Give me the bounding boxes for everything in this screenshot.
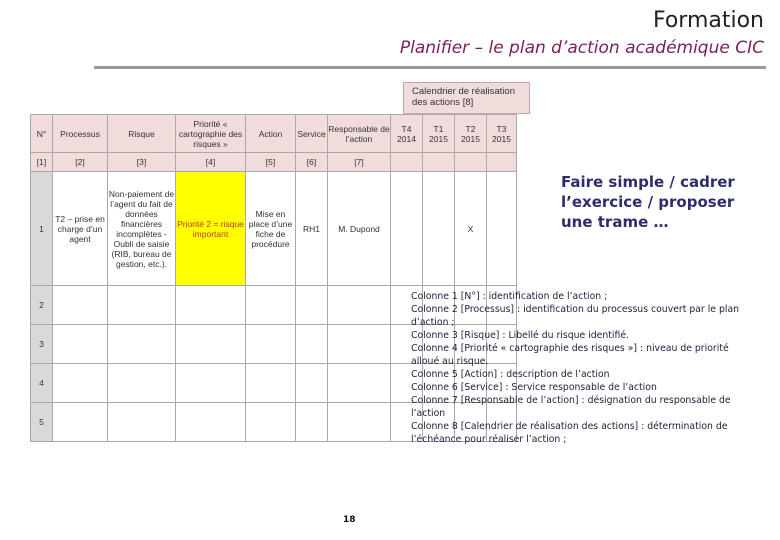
table-cell: [53, 325, 108, 364]
table-cell: [246, 325, 296, 364]
table-row: [31, 172, 517, 286]
table-cell: [328, 403, 391, 442]
column-header: Action: [246, 115, 296, 153]
table-cell: [176, 325, 246, 364]
table-cell: RH1: [296, 172, 328, 286]
note-line: Colonne 6 [Service] : Service responsable de l’action: [411, 382, 657, 393]
table-cell: [53, 403, 108, 442]
slide-title: Formation: [652, 8, 764, 33]
column-header: Service: [296, 115, 328, 153]
table-cell: [108, 403, 176, 442]
column-ref: [423, 153, 455, 172]
page-number: 18: [343, 515, 356, 525]
callout-text: Faire simple / cadrer l’exercice / proposer une trame …: [561, 173, 735, 231]
table-cell: 2: [31, 286, 53, 325]
table-cell: [296, 286, 328, 325]
note-line: Colonne 7 [Responsable de l’action] : désignation du responsable de l’action: [411, 395, 731, 419]
table-cell: [423, 172, 455, 286]
table-cell: [296, 403, 328, 442]
table-cell: Priorité 2 = risque important: [176, 172, 246, 286]
table-cell: [246, 364, 296, 403]
column-ref: [6]: [296, 153, 328, 172]
table-cell: M. Dupond: [328, 172, 391, 286]
table-cell: 5: [31, 403, 53, 442]
note-line: Colonne 1 [N°] : identification de l’action ;: [411, 291, 608, 302]
column-ref: [7]: [328, 153, 391, 172]
column-header: Responsable de l’action: [328, 115, 391, 153]
table-cell: Non-paiement de l’agent du fait de données financières incomplètes - Oubli de saisie (RIB, bureau de gestion, etc.).: [108, 172, 176, 286]
calendar-header: Calendrier de réalisation des actions [8]: [403, 82, 530, 114]
table-cell: 3: [31, 325, 53, 364]
table-cell: 4: [31, 364, 53, 403]
slide-subtitle: Planifier – le plan d’action académique CIC: [399, 38, 764, 58]
column-ref: [2]: [53, 153, 108, 172]
table-ref-row: [31, 153, 517, 172]
column-ref: [4]: [176, 153, 246, 172]
table-cell: X: [455, 172, 487, 286]
table-cell: [53, 286, 108, 325]
table-cell: 1: [31, 172, 53, 286]
table-cell: [246, 286, 296, 325]
table-cell: [176, 286, 246, 325]
note-line: Colonne 3 [Risque] : Libellé du risque identifié.: [411, 330, 630, 341]
note-line: Colonne 8 [Calendrier de réalisation des actions] : détermination de l’échéance pour réaliser l’action ;: [411, 421, 728, 445]
table-cell: [296, 364, 328, 403]
table-cell: [176, 403, 246, 442]
column-header: Processus: [53, 115, 108, 153]
table-cell: Mise en place d’une fiche de procédure: [246, 172, 296, 286]
column-header: T4 2014: [391, 115, 423, 153]
table-cell: [108, 325, 176, 364]
column-header: T2 2015: [455, 115, 487, 153]
column-header: T3 2015: [487, 115, 517, 153]
table-cell: [53, 364, 108, 403]
table-cell: [246, 403, 296, 442]
column-ref: [391, 153, 423, 172]
column-header: T1 2015: [423, 115, 455, 153]
header-divider: [94, 66, 766, 69]
column-ref: [3]: [108, 153, 176, 172]
column-ref: [487, 153, 517, 172]
table-header-row: [31, 115, 517, 153]
table-cell: [176, 364, 246, 403]
column-ref: [455, 153, 487, 172]
column-header: Priorité « cartographie des risques »: [176, 115, 246, 153]
table-cell: [296, 325, 328, 364]
table-cell: T2 – prise en charge d’un agent: [53, 172, 108, 286]
table-cell: [328, 325, 391, 364]
table-cell: [328, 364, 391, 403]
column-ref: [1]: [31, 153, 53, 172]
table-cell: [108, 286, 176, 325]
table-cell: [328, 286, 391, 325]
column-ref: [5]: [246, 153, 296, 172]
table-cell: [487, 172, 517, 286]
table-cell: [391, 172, 423, 286]
column-header: N°: [31, 115, 53, 153]
note-line: Colonne 2 [Processus] : identification du processus couvert par le plan d’action ;: [411, 304, 740, 328]
note-line: Colonne 4 [Priorité « cartographie des risques »] : niveau de priorité alloué au risque.: [411, 343, 729, 367]
column-notes: [411, 290, 756, 446]
column-header: Risque: [108, 115, 176, 153]
note-line: Colonne 5 [Action] : description de l’action: [411, 369, 610, 380]
table-cell: [108, 364, 176, 403]
